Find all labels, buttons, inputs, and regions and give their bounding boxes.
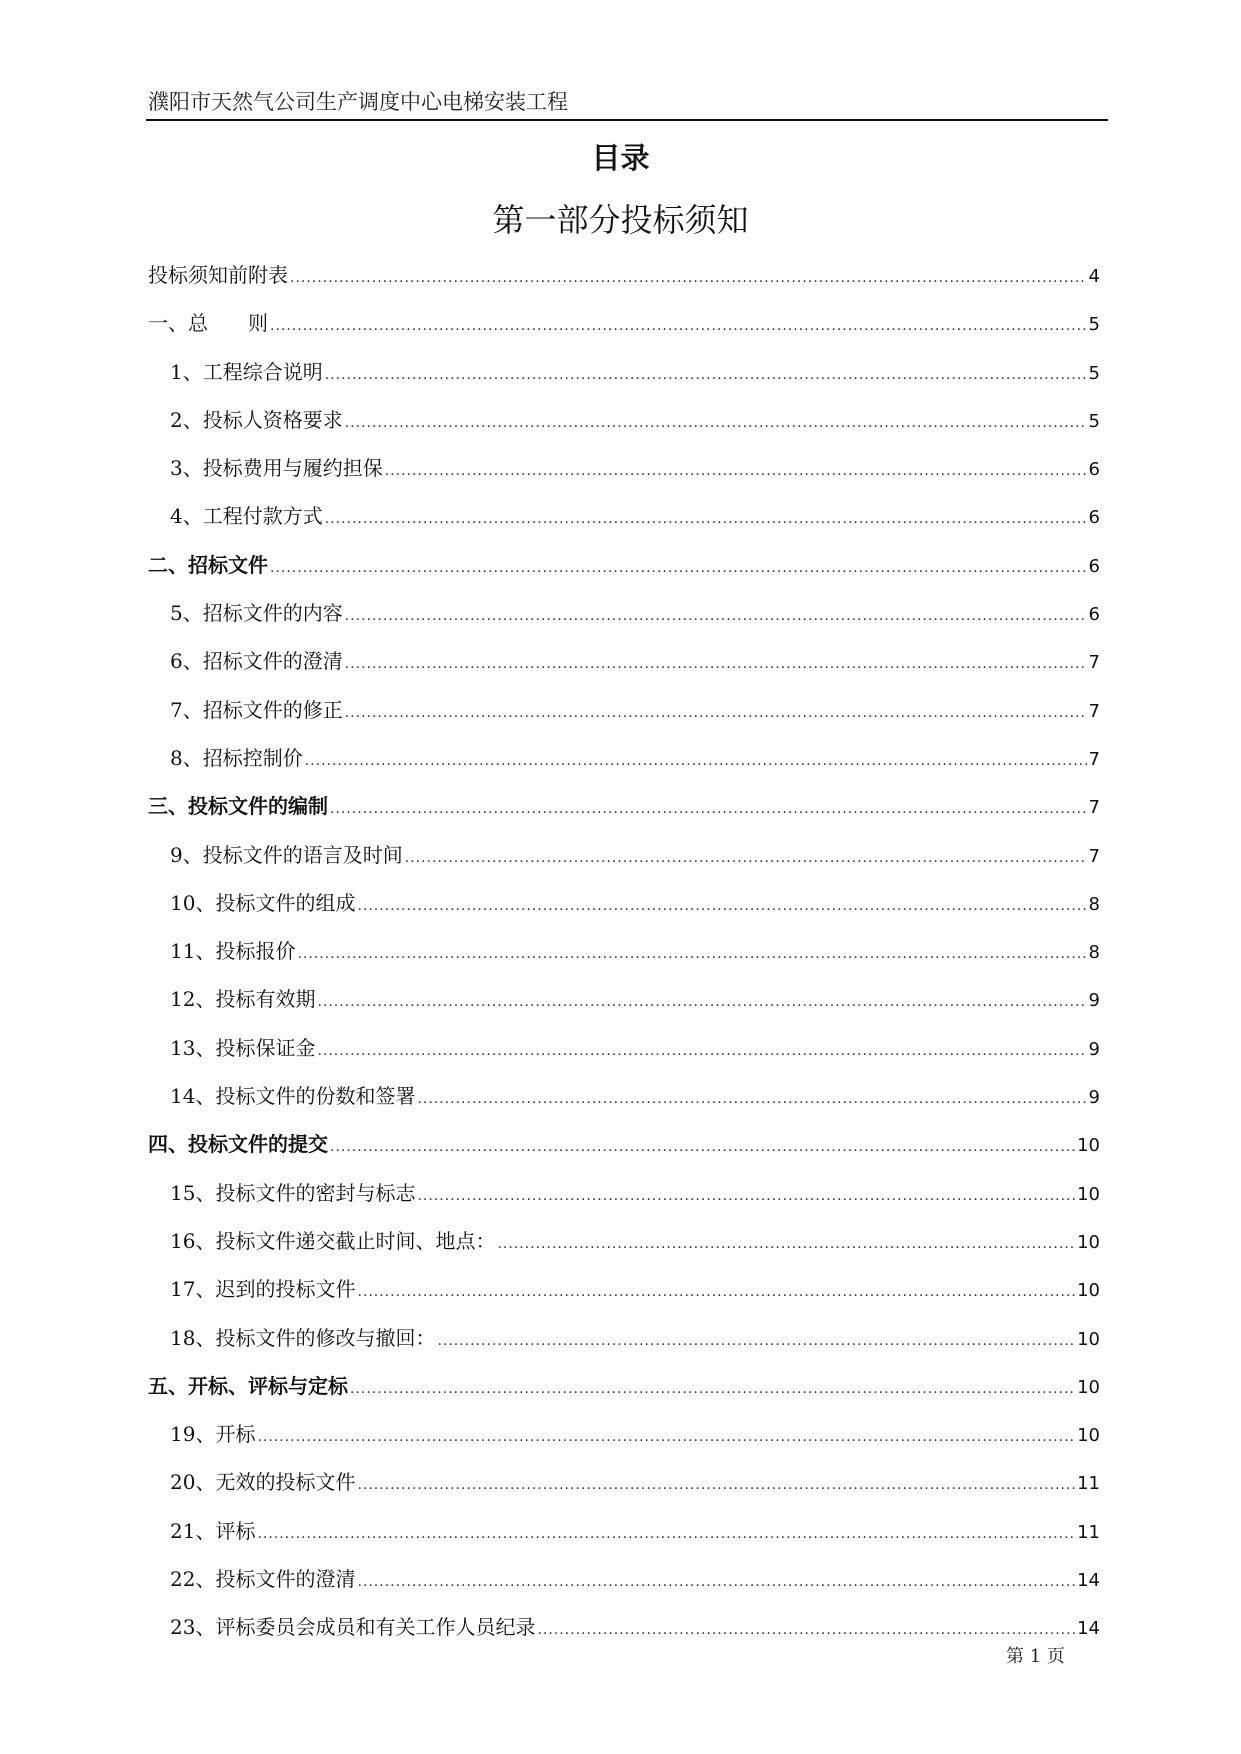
toc-entry-label: 20、无效的投标文件 xyxy=(170,1470,356,1495)
toc-entry-label: 6、招标文件的澄清 xyxy=(170,649,343,674)
table-of-contents xyxy=(148,251,1100,1652)
toc-entry-page: 7 xyxy=(1088,845,1100,867)
toc-entry[interactable] xyxy=(148,1024,1100,1072)
toc-dot-leader xyxy=(257,1413,1075,1461)
toc-entry-label: 五、开标、评标与定标 xyxy=(148,1373,348,1398)
toc-entry-page: 9 xyxy=(1088,1087,1100,1109)
toc-entry[interactable] xyxy=(148,589,1100,637)
toc-entry-label: 16、投标文件递交截止时间、地点： xyxy=(170,1228,496,1253)
toc-dot-leader xyxy=(345,399,1087,447)
toc-dot-leader xyxy=(257,1510,1075,1558)
toc-dot-leader xyxy=(330,1123,1075,1171)
toc-entry-label: 一、总 则 xyxy=(148,311,268,336)
toc-dot-leader xyxy=(270,544,1087,592)
toc-entry-page: 9 xyxy=(1088,1038,1100,1060)
toc-entry[interactable] xyxy=(148,782,1100,830)
toc-dot-leader xyxy=(497,1220,1075,1268)
document-title: 目录 xyxy=(591,141,650,175)
toc-entry[interactable] xyxy=(148,879,1100,927)
toc-entry-label: 4、工程付款方式 xyxy=(170,504,323,529)
toc-entry[interactable] xyxy=(148,975,1100,1023)
header-divider xyxy=(146,119,1108,121)
toc-dot-leader xyxy=(290,254,1087,302)
toc-entry[interactable] xyxy=(148,444,1100,492)
toc-entry-page: 10 xyxy=(1077,1425,1100,1447)
toc-entry[interactable] xyxy=(148,1265,1100,1313)
toc-entry[interactable] xyxy=(148,1603,1100,1651)
toc-entry-label: 12、投标有效期 xyxy=(170,987,316,1012)
toc-dot-leader xyxy=(357,882,1086,930)
toc-entry[interactable] xyxy=(148,541,1100,589)
toc-entry-page: 10 xyxy=(1077,1328,1100,1350)
toc-entry-page: 6 xyxy=(1088,459,1100,481)
toc-dot-leader xyxy=(357,1268,1075,1316)
toc-entry[interactable] xyxy=(148,1120,1100,1168)
toc-entry-page: 7 xyxy=(1088,652,1100,674)
toc-dot-leader xyxy=(417,1075,1086,1123)
toc-dot-leader xyxy=(357,1558,1075,1606)
toc-entry[interactable] xyxy=(148,396,1100,444)
toc-entry-label: 15、投标文件的密封与标志 xyxy=(170,1180,416,1205)
toc-entry[interactable] xyxy=(148,299,1100,347)
toc-entry-label: 7、招标文件的修正 xyxy=(170,697,343,722)
toc-entry-page: 10 xyxy=(1077,1135,1100,1157)
toc-dot-leader xyxy=(417,1172,1075,1220)
toc-entry-page: 10 xyxy=(1077,1376,1100,1398)
toc-entry-label: 11、投标报价 xyxy=(170,939,296,964)
toc-entry[interactable] xyxy=(148,1072,1100,1120)
toc-entry-label: 三、投标文件的编制 xyxy=(148,794,328,819)
toc-entry[interactable] xyxy=(148,686,1100,734)
toc-entry-label: 1、工程综合说明 xyxy=(170,359,323,384)
toc-entry-label: 四、投标文件的提交 xyxy=(148,1132,328,1157)
toc-entry-label: 2、投标人资格要求 xyxy=(170,407,343,432)
toc-entry-page: 7 xyxy=(1088,748,1100,770)
toc-dot-leader xyxy=(297,930,1086,978)
toc-dot-leader xyxy=(305,737,1087,785)
toc-dot-leader xyxy=(345,689,1087,737)
toc-entry-page: 5 xyxy=(1088,410,1100,432)
toc-entry-label: 10、投标文件的组成 xyxy=(170,890,356,915)
toc-entry[interactable] xyxy=(148,1314,1100,1362)
toc-dot-leader xyxy=(317,1027,1086,1075)
toc-dot-leader xyxy=(330,785,1087,833)
toc-dot-leader xyxy=(345,592,1087,640)
toc-entry[interactable] xyxy=(148,1410,1100,1458)
toc-entry[interactable] xyxy=(148,348,1100,396)
toc-entry-label: 投标须知前附表 xyxy=(148,263,288,287)
toc-dot-leader xyxy=(325,495,1087,543)
toc-entry-page: 5 xyxy=(1088,314,1100,336)
toc-dot-leader xyxy=(350,1365,1075,1413)
toc-entry-page: 11 xyxy=(1077,1521,1100,1543)
toc-entry[interactable] xyxy=(148,1458,1100,1506)
toc-entry-label: 23、评标委员会成员和有关工作人员纪录 xyxy=(170,1615,536,1640)
running-header: 濮阳市天然气公司生产调度中心电梯安装工程 xyxy=(148,90,568,114)
toc-entry-page: 10 xyxy=(1077,1183,1100,1205)
toc-entry[interactable] xyxy=(148,251,1100,299)
toc-entry-label: 13、投标保证金 xyxy=(170,1035,316,1060)
toc-entry[interactable] xyxy=(148,927,1100,975)
toc-entry-label: 3、投标费用与履约担保 xyxy=(170,456,383,481)
page-number: 第 1 页 xyxy=(1006,1646,1065,1667)
toc-entry[interactable] xyxy=(148,492,1100,540)
toc-entry-page: 9 xyxy=(1088,990,1100,1012)
toc-entry-label: 5、招标文件的内容 xyxy=(170,601,343,626)
toc-entry-label: 18、投标文件的修改与撤回： xyxy=(170,1325,436,1350)
toc-entry-label: 22、投标文件的澄清 xyxy=(170,1567,356,1592)
toc-entry-page: 8 xyxy=(1088,942,1100,964)
toc-entry-label: 21、评标 xyxy=(170,1518,256,1543)
toc-entry-page: 6 xyxy=(1088,604,1100,626)
toc-entry-page: 10 xyxy=(1077,1231,1100,1253)
toc-entry-label: 8、招标控制价 xyxy=(170,745,303,770)
toc-entry-page: 7 xyxy=(1088,700,1100,722)
toc-dot-leader xyxy=(325,351,1087,399)
toc-entry-label: 14、投标文件的份数和签署 xyxy=(170,1084,416,1109)
toc-entry-page: 5 xyxy=(1088,362,1100,384)
toc-entry[interactable] xyxy=(148,734,1100,782)
toc-entry-page: 14 xyxy=(1077,1570,1100,1592)
toc-dot-leader xyxy=(405,834,1087,882)
toc-dot-leader xyxy=(537,1606,1075,1654)
toc-entry-label: 9、投标文件的语言及时间 xyxy=(170,842,403,867)
toc-entry[interactable] xyxy=(148,637,1100,685)
toc-dot-leader xyxy=(270,302,1087,350)
toc-dot-leader xyxy=(345,640,1087,688)
toc-entry-label: 17、迟到的投标文件 xyxy=(170,1277,356,1302)
toc-entry-page: 6 xyxy=(1088,507,1100,529)
toc-entry[interactable] xyxy=(148,1507,1100,1555)
toc-entry-label: 19、开标 xyxy=(170,1422,256,1447)
toc-dot-leader xyxy=(437,1317,1075,1365)
toc-entry-page: 14 xyxy=(1077,1618,1100,1640)
toc-entry-page: 8 xyxy=(1088,893,1100,915)
toc-entry-label: 二、招标文件 xyxy=(148,552,268,577)
toc-entry-page: 11 xyxy=(1077,1473,1100,1495)
toc-entry[interactable] xyxy=(148,1555,1100,1603)
toc-dot-leader xyxy=(317,978,1086,1026)
toc-entry-page: 10 xyxy=(1077,1280,1100,1302)
part-title: 第一部分投标须知 xyxy=(492,201,749,239)
toc-dot-leader xyxy=(357,1461,1075,1509)
toc-entry-page: 4 xyxy=(1088,266,1100,287)
toc-entry[interactable] xyxy=(148,1217,1100,1265)
toc-entry[interactable] xyxy=(148,1169,1100,1217)
toc-entry-page: 6 xyxy=(1088,555,1100,577)
toc-entry[interactable] xyxy=(148,1362,1100,1410)
toc-dot-leader xyxy=(385,447,1087,495)
toc-entry-page: 7 xyxy=(1088,797,1100,819)
toc-entry[interactable] xyxy=(148,831,1100,879)
